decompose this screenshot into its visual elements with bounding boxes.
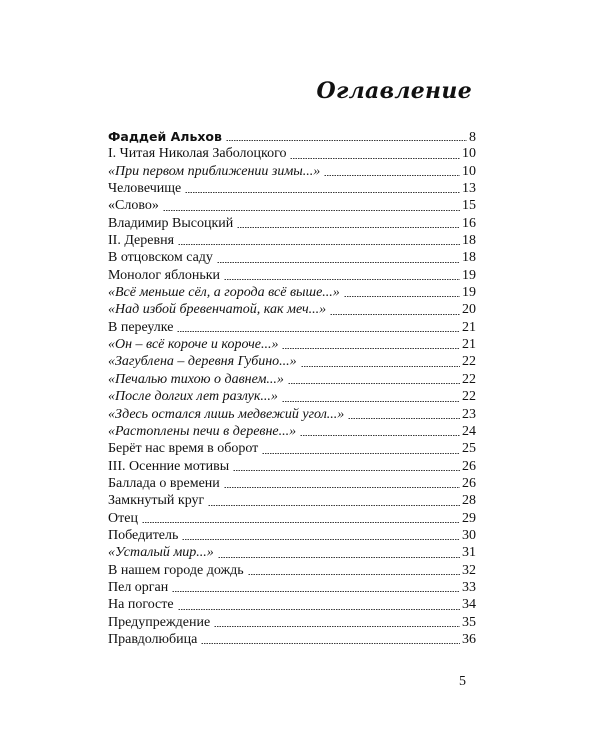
toc-entry-page: 34	[462, 597, 476, 613]
dot-leader	[282, 348, 460, 349]
dot-leader	[324, 175, 460, 176]
toc-entry-page: 10	[462, 146, 476, 162]
toc-entry	[108, 492, 476, 509]
toc-entry-title: II. Деревня	[108, 233, 175, 249]
toc-entry-page: 15	[462, 198, 476, 214]
toc-entry	[108, 163, 476, 180]
dot-leader	[142, 522, 460, 523]
dot-leader	[262, 453, 460, 454]
toc-entry-page: 28	[462, 493, 476, 509]
toc-entry-page: 10	[462, 163, 476, 179]
table-of-contents	[108, 128, 476, 648]
toc-entry-page: 22	[462, 389, 476, 405]
page-title: Оглавление	[316, 78, 472, 104]
toc-entry-title: В переулке	[108, 319, 174, 335]
toc-entry	[108, 388, 476, 405]
toc-entry-page: 16	[462, 215, 476, 231]
dot-leader	[248, 574, 460, 575]
toc-entry	[108, 406, 476, 423]
dot-leader	[201, 643, 460, 644]
toc-entry-page: 8	[469, 130, 476, 145]
toc-entry-page: 21	[462, 319, 476, 335]
toc-entry-title: I. Читая Николая Заболоцкого	[108, 146, 287, 162]
toc-entry-page: 25	[462, 441, 476, 457]
dot-leader	[178, 244, 460, 245]
toc-entry-title: На погосте	[108, 597, 174, 613]
toc-entry-page: 24	[462, 423, 476, 439]
toc-entry	[108, 284, 476, 301]
dot-leader	[237, 227, 460, 228]
toc-entry	[108, 267, 476, 284]
toc-entry	[108, 180, 476, 197]
toc-entry	[108, 301, 476, 318]
toc-entry-title: «Печалью тихою о давнем...»	[108, 371, 284, 387]
dot-leader	[301, 366, 460, 367]
dot-leader	[217, 262, 460, 263]
toc-entry	[108, 423, 476, 440]
toc-entry-title: «Загублена – деревня Губино...»	[108, 354, 297, 370]
toc-entry-title: Отец	[108, 510, 138, 526]
toc-entry-page: 18	[462, 250, 476, 266]
toc-entry-page: 35	[462, 614, 476, 630]
toc-entry	[108, 510, 476, 527]
toc-entry-title: Предупреждение	[108, 614, 211, 630]
toc-entry-title: «Усталый мир...»	[108, 545, 214, 561]
toc-entry-page: 33	[462, 579, 476, 595]
dot-leader	[177, 331, 460, 332]
toc-entry	[108, 527, 476, 544]
toc-entry-page: 26	[462, 475, 476, 491]
toc-entry-title: Человечище	[108, 181, 182, 197]
dot-leader	[172, 591, 460, 592]
toc-entry-page: 21	[462, 337, 476, 353]
dot-leader	[226, 140, 467, 141]
toc-entry	[108, 579, 476, 596]
toc-entry	[108, 197, 476, 214]
toc-entry-title: «Над избой бревенчатой, как меч...»	[108, 302, 327, 318]
toc-entry-page: 23	[462, 406, 476, 422]
toc-entry	[108, 249, 476, 266]
dot-leader	[163, 210, 460, 211]
dot-leader	[344, 296, 460, 297]
toc-entry-page: 32	[462, 562, 476, 578]
toc-entry-page: 31	[462, 545, 476, 561]
dot-leader	[182, 539, 460, 540]
toc-entry-title: Победитель	[108, 527, 179, 543]
dot-leader	[224, 279, 460, 280]
dot-leader	[233, 470, 460, 471]
page-number: 5	[459, 674, 466, 689]
toc-entry	[108, 562, 476, 579]
toc-entry-page: 19	[462, 285, 476, 301]
toc-entry	[108, 215, 476, 232]
dot-leader	[214, 626, 460, 627]
toc-entry	[108, 596, 476, 613]
toc-entry	[108, 614, 476, 631]
toc-entry-title: «Слово»	[108, 198, 159, 214]
toc-entry	[108, 128, 476, 145]
dot-leader	[300, 435, 460, 436]
dot-leader	[208, 505, 460, 506]
toc-entry	[108, 232, 476, 249]
toc-entry-page: 22	[462, 371, 476, 387]
toc-entry-page: 19	[462, 267, 476, 283]
dot-leader	[185, 192, 460, 193]
toc-entry-title: Монолог яблоньки	[108, 267, 221, 283]
toc-entry	[108, 475, 476, 492]
toc-entry-title: «После долгих лет разлук...»	[108, 389, 278, 405]
toc-entry-title: Правдолюбица	[108, 631, 198, 647]
toc-entry-page: 22	[462, 354, 476, 370]
toc-entry	[108, 319, 476, 336]
toc-entry	[108, 371, 476, 388]
toc-entry	[108, 544, 476, 561]
dot-leader	[290, 158, 460, 159]
dot-leader	[330, 314, 460, 315]
toc-entry-title: III. Осенние мотивы	[108, 458, 230, 474]
toc-entry-title: Фаддей Альхов	[108, 129, 222, 144]
toc-entry	[108, 440, 476, 457]
toc-entry-title: В нашем городе дождь	[108, 562, 244, 578]
toc-entry-title: Пел орган	[108, 579, 169, 595]
toc-entry-title: Владимир Высоцкий	[108, 215, 234, 231]
toc-entry-page: 26	[462, 458, 476, 474]
dot-leader	[348, 418, 460, 419]
toc-entry-title: «Он – всё короче и короче...»	[108, 337, 279, 353]
toc-entry-page: 29	[462, 510, 476, 526]
dot-leader	[282, 401, 460, 402]
dot-leader	[178, 609, 460, 610]
toc-entry	[108, 353, 476, 370]
toc-entry	[108, 336, 476, 353]
toc-entry-page: 18	[462, 233, 476, 249]
dot-leader	[288, 383, 460, 384]
toc-entry-title: «Растоплены печи в деревне...»	[108, 423, 297, 439]
toc-entry-title: В отцовском саду	[108, 250, 213, 266]
toc-entry-page: 36	[462, 631, 476, 647]
dot-leader	[224, 487, 460, 488]
toc-entry-page: 30	[462, 527, 476, 543]
toc-entry-title: Баллада о времени	[108, 475, 220, 491]
toc-entry	[108, 631, 476, 648]
toc-entry-title: Берёт нас время в оборот	[108, 441, 259, 457]
toc-entry-page: 13	[462, 181, 476, 197]
toc-entry-title: «Всё меньше сёл, а города всё выше...»	[108, 285, 340, 301]
toc-entry-title: «Здесь остался лишь медвежий угол...»	[108, 406, 345, 422]
toc-entry-page: 20	[462, 302, 476, 318]
toc-entry	[108, 458, 476, 475]
toc-entry-title: «При первом приближении зимы...»	[108, 163, 321, 179]
dot-leader	[218, 557, 460, 558]
toc-entry-title: Замкнутый круг	[108, 493, 205, 509]
toc-entry	[108, 145, 476, 162]
